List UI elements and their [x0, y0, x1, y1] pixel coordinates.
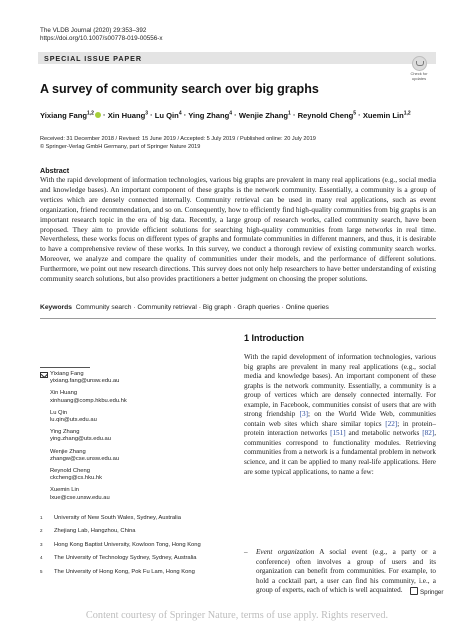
contact-item [40, 429, 127, 443]
contact-name: Ying Zhang [50, 429, 80, 436]
contact-item [40, 390, 127, 404]
author[interactable]: Ying Zhang$^4$ [188, 110, 233, 120]
contact-name: Reynold Cheng [50, 468, 90, 475]
contact-item [40, 449, 127, 463]
publication-dates [40, 135, 316, 151]
contact-name: Xin Huang [50, 390, 78, 397]
keywords-label: Keywords [40, 304, 72, 311]
application-bullet [244, 548, 436, 596]
springer-logo [410, 587, 443, 596]
keywords [40, 304, 329, 311]
contact-email[interactable]: lu.qin@uts.edu.au [50, 417, 97, 424]
contact-item [40, 410, 127, 424]
check-updates-line2: updates [411, 75, 427, 81]
bullet-text: A social event (e.g., a party or a conference) often involves a group of users and its organization can benefit from communities. For example, to hold a cocktail part, a user can find his community, i.e., a group of experts, each of which is well acquainted. [256, 548, 436, 595]
paper-title: A survey of community search over big graphs [40, 82, 319, 96]
springer-horse-icon [410, 587, 418, 595]
journal-citation [40, 27, 163, 44]
bullet-term: Event organization [256, 548, 315, 556]
citation-link[interactable]: [3] [299, 410, 308, 419]
contact-item [40, 468, 127, 482]
author[interactable]: Wenjie Zhang$^1$ [238, 110, 291, 120]
author[interactable]: Lu Qin$^4$ [154, 110, 182, 120]
check-for-updates-badge[interactable] [408, 56, 430, 81]
author-contacts [40, 371, 127, 507]
affiliation-item: 5 The University of Hong Kong, Pok Fu Lam, Hong Kong [40, 568, 195, 575]
publisher-name: Springer [420, 589, 444, 596]
contact-email[interactable]: ying.zhang@uts.edu.au [50, 436, 111, 443]
copyright-line: © Springer-Verlag GmbH Germany, part of Springer Nature 2019 [40, 144, 201, 150]
contact-name: Xuemin Lin [50, 487, 80, 494]
contact-email[interactable]: yixiang.fang@unsw.edu.au [50, 378, 120, 385]
citation-link[interactable]: [82] [422, 429, 435, 438]
special-issue-label: SPECIAL ISSUE PAPER [44, 53, 142, 63]
contact-email[interactable]: lxue@cse.unsw.edu.au [50, 494, 110, 501]
doi-link[interactable]: https://doi.org/10.1007/s00778-019-00556-x [40, 35, 163, 43]
check-for-updates-icon [412, 56, 427, 71]
affiliation-item: 1 University of New South Wales, Sydney, Australia [40, 515, 181, 521]
affiliation-item: 2 Zhejiang Lab, Hangzhou, China [40, 528, 136, 535]
introduction-paragraph: With the rapid development of information technologies, various big graphs are prevalent in many real applications (e.g., social media and knowledge bases). An important component of these graphs is the network community. Essentially, a community is a group of vertices which are densely connected internally. For example, in Facebook, communities consist of users that are with strong friendship [3]; on the World Wide Web, communities contain web sites which share similar topics [22]; in protein–protein interaction networks [151] and metabolic networks [82], communities correspond to functionality modules. Retrieving communities from a network is a fundamental problem in network science, and it can be applied to many real-life applications. Here are some typical applications, to name a few: [244, 353, 436, 476]
contact-item [40, 371, 127, 385]
bullet-dash: – [244, 548, 248, 556]
affiliations [40, 515, 201, 582]
author[interactable]: Yixiang Fang$^{1,2}$ [40, 110, 94, 120]
author[interactable]: Xin Huang$^3$ [107, 110, 149, 120]
contact-name: Yixiang Fang [50, 371, 84, 377]
envelope-icon [40, 372, 48, 378]
keywords-text: Community search · Community retrieval · Big graph · Graph queries · Online queries [75, 304, 329, 311]
author[interactable]: Reynold Cheng$^5$ [297, 110, 357, 120]
author-list: Yixiang Fang$^{1,2}$ · Xin Huang$^3$ · Lu Qin$^4$ · Ying Zhang$^4$ · Wenjie Zhang$^1$ · Reynold Cheng$^5$ · Xuemin Lin$^{1,2}$ [40, 110, 411, 120]
citation-link[interactable]: [151] [330, 429, 346, 438]
contact-item [40, 487, 127, 501]
contact-name: Wenjie Zhang [50, 448, 86, 455]
affiliation-item: 4 The University of Technology Sydney, Sydney, Australia [40, 555, 197, 562]
check-updates-line1: Check for [410, 71, 428, 76]
citation-link[interactable]: [22] [385, 419, 398, 428]
footnote-rule [40, 367, 90, 368]
footer-notice: Content courtesy of Springer Nature, terms of use apply. Rights reserved. [85, 610, 389, 621]
abstract-heading: Abstract [40, 166, 70, 175]
abstract-text: With the rapid development of information technologies, various big graphs are prevalent in many real applications (e.g., social media and knowledge bases). An important component of these graphs is the network community. Essentially, a community is a group of vertices which are densely connected internally. Community retrieval can be used in many real applications, such as event organization, friend recommendation, and so on. Consequently, how to efficiently find high-quality communities from big graphs is an important research topic in the era of big data. Recently, a large group of research works, called community search, have been proposed. They aim to provide efficient solutions for searching high-quality communities from large networks in real time. Nevertheless, these works focus on different types of graphs and formulate communities in different manners, and thus, it is desirable to have a comprehensive review of these works. In this survey, we conduct a thorough review of existing community search works. Moreover, we analyze and compare the quality of communities under their models, and the performance of different solutions. Furthermore, we point out new research directions. This survey does not only help researchers to have better understanding of existing community search solutions, but also provides practitioners a better judgment on choosing the proper solutions. [40, 175, 436, 284]
contact-email[interactable]: xinhuang@comp.hkbu.edu.hk [50, 397, 127, 404]
section-heading-introduction: 1 Introduction [244, 333, 304, 343]
author[interactable]: Xuemin Lin$^{1,2}$ [362, 110, 411, 120]
contact-email[interactable]: ckcheng@cs.hku.hk [50, 475, 102, 482]
contact-name: Lu Qin [50, 409, 68, 416]
contact-email[interactable]: zhangw@cse.unsw.edu.au [50, 455, 120, 462]
affiliation-item: 3 Hong Kong Baptist University, Kowloon Tong, Hong Kong [40, 541, 201, 548]
section-divider [40, 318, 436, 319]
history-dates: Received: 31 December 2018 / Revised: 15 June 2019 / Accepted: 5 July 2019 / Published online: 20 July 2019 [40, 136, 316, 142]
journal-name-line: The VLDB Journal (2020) 29:353–392 [40, 27, 147, 34]
orcid-icon[interactable] [95, 112, 101, 118]
